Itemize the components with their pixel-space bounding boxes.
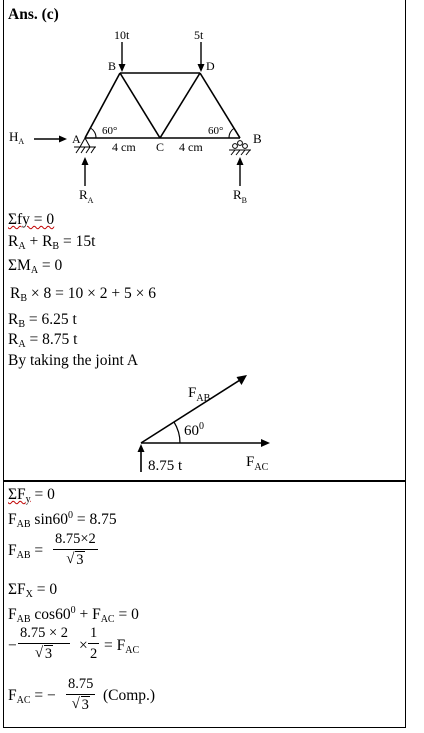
load-label-b: 10t [114, 28, 130, 42]
ha-arrow-head [59, 136, 67, 143]
joint-a-diagram [0, 360, 424, 490]
ra-value: $R_A = 8.75$ t [8, 331, 78, 350]
fac-arrow-head [261, 439, 270, 447]
rb-label: $R_B$ [233, 187, 248, 205]
combo-fraction-2: $\frac{1}{2}$ [90, 625, 98, 662]
fac-label: $F_{AC}$ [246, 454, 269, 473]
reaction-label: 8.75 t [148, 458, 183, 474]
sum-fy-equation: Σfy = 0 [8, 211, 55, 228]
node-label-c: C [156, 140, 165, 154]
span-label-ac: 4 cm [112, 140, 136, 154]
truss-diagram [0, 0, 424, 215]
reaction-sum-equation: $R_A + R_B = 15t$ [8, 233, 96, 252]
fab-arrow-head [237, 375, 248, 385]
fab-label: $F_{AB}$ [188, 385, 211, 404]
node-label-b: B [108, 59, 117, 73]
fab-equation-label: $F_{AB}$ = [8, 542, 44, 561]
support-b [229, 141, 251, 155]
span-label-cb: 4 cm [179, 140, 203, 154]
load-label-d: 5t [194, 28, 204, 42]
answer-heading: Ans. (c) [8, 6, 59, 23]
fac-equation-label: $F_{AC}$ = − [8, 687, 56, 706]
angle-label-left: 60° [102, 125, 118, 137]
rb-arrow-head [237, 157, 244, 165]
ha-label: $H_A$ [9, 129, 25, 146]
reaction-arrow-head [138, 444, 145, 452]
combo-times: × [79, 637, 88, 654]
node-label-b-right: B [253, 131, 262, 146]
node-label-a: A [72, 132, 81, 146]
angle-arc-a [91, 128, 97, 138]
moment-value-equation: $R_B \times 8 = 10 \times 2 + 5 \times 6$ [10, 285, 156, 304]
combo-result: = $F_{AC}$ [104, 637, 140, 656]
angle-label-right: 60° [208, 125, 224, 137]
node-label-d: D [206, 59, 215, 73]
angle-label: $60^0$ [184, 421, 204, 439]
combo-minus: − [8, 637, 17, 654]
combo-fraction-1: 8.75 × 2 √ 3 [18, 625, 70, 663]
sum-fy-joint: $\Sigma F_y = 0$ [8, 486, 55, 505]
fac-fraction: 8.75 √ 3 [66, 676, 95, 714]
angle-arc-b [229, 128, 235, 138]
load-arrow-d-head [198, 64, 205, 72]
moment-equation: $\Sigma M_A = 0$ [8, 257, 63, 276]
angle-arc-60 [174, 422, 180, 443]
load-arrow-b-head [119, 64, 126, 72]
fab-sin-equation: $F_{AB}$ $\sin 60^0 = 8.75$ [8, 510, 117, 530]
sum-fx-joint: $\Sigma F_X = 0$ [8, 581, 58, 600]
fab-fraction: 8.75×2 √ 3 [53, 531, 98, 569]
joint-a-statement: By taking the joint A [8, 352, 139, 369]
ra-label: $R_A$ [79, 187, 94, 205]
ra-arrow-head [82, 157, 89, 165]
compression-note: (Comp.) [103, 687, 156, 704]
rb-value: $R_B = 6.25$ t [8, 311, 77, 330]
fab-cos-equation: $F_{AB}$ $\cos 60^0 + F_{AC} = 0$ [8, 605, 139, 625]
